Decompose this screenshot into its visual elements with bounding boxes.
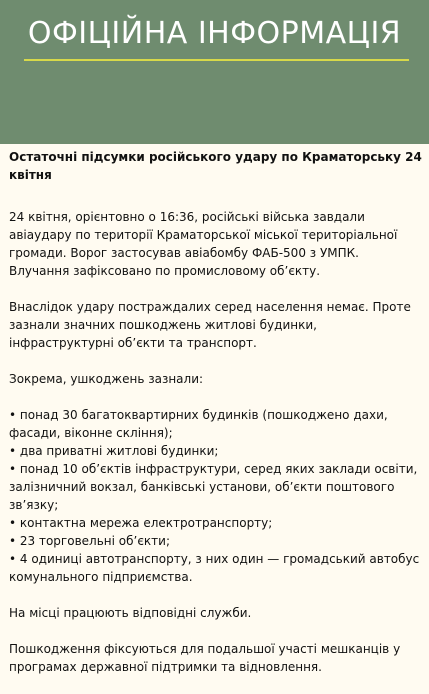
damage-list-item: • 4 одиниці автотранспорту, з них один — громадський автобус комунального підприємства. [9, 552, 420, 584]
damage-list-item: • 23 торговельні об’єкти; [9, 534, 170, 548]
message-content [9, 148, 423, 694]
message-paragraph-3: Зокрема, ушкоджень зазнали: [9, 372, 204, 386]
message-paragraph-4: На місці працюють відповідні служби. [9, 606, 252, 620]
damage-list-item: • понад 30 багатоквартирних будинків (пошкоджено дахи, фасади, віконне скління); [9, 408, 388, 440]
message-paragraph-1: 24 квітня, орієнтовно о 16:36, російські війська завдали авіаудару по території Краматорської міської територіальної громади. Ворог застосував авіабомбу ФАБ-500 з УМПК. Влучання зафіксовано по промисловому об’єкту. [9, 210, 398, 278]
message-paragraph-2: Внаслідок удару постраждалих серед населення немає. Проте зазнали значних пошкоджень житлові будинки, інфраструктурні об’єкти та транспорт. [9, 300, 411, 350]
official-info-banner [0, 0, 429, 144]
banner-title: ОФІЦІЙНА ІНФОРМАЦІЯ [27, 16, 402, 51]
message-title: Остаточні підсумки російського удару по Краматорську 24 квітня [9, 150, 422, 182]
damage-list-item: • два приватні житлові будинки; [9, 444, 219, 458]
damage-list [9, 406, 423, 586]
damage-list-item: • понад 10 об’єктів інфраструктури, серед яких заклади освіти, залізничний вокзал, банківські установи, об’єкти поштового зв’язку; [9, 462, 418, 512]
damage-list-item: • контактна мережа електротранспорту; [9, 516, 273, 530]
message-paragraph-5: Пошкодження фіксуються для подальшої участі мешканців у програмах державної підтримки та відновлення. [9, 642, 401, 674]
banner-divider [24, 59, 409, 61]
